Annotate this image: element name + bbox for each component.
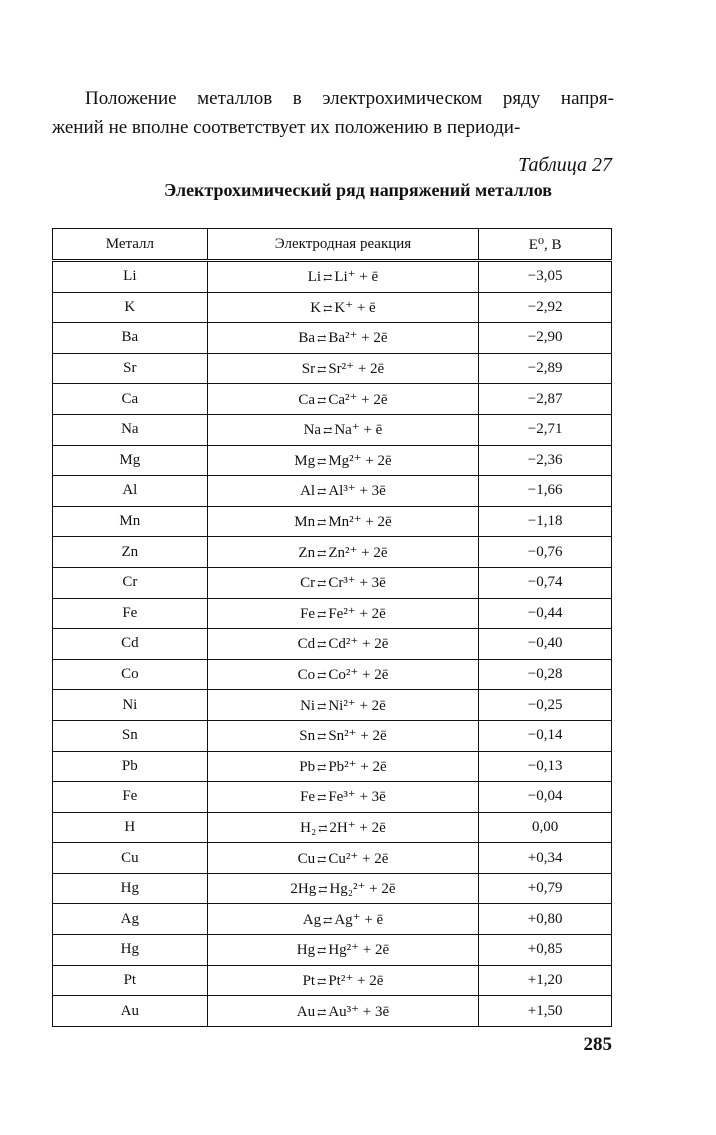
equilibrium-arrow-icon: ⇄ [317,547,327,560]
reaction-right: Na⁺ + ē [334,422,383,439]
equilibrium-arrow-icon: ⇄ [317,670,327,683]
reaction-right: Ni²⁺ + 2ē [328,697,386,714]
potential-cell: −2,71 [479,414,612,445]
reaction-cell [207,843,479,874]
reaction-left: Au [296,1003,316,1020]
table-row [53,782,612,813]
reaction-left: H₂ [300,819,317,836]
reaction-right: Al³⁺ + 3ē [328,483,386,500]
reaction-left: Zn [298,544,316,561]
reaction-left: 2Hg [290,881,317,898]
reaction-cell [207,751,479,782]
metal-cell: H [53,812,208,843]
reaction-left: Ni [300,697,316,714]
reaction-cell [207,690,479,721]
reaction-cell [207,445,479,476]
table-row [53,690,612,721]
reaction-left: Ca [298,391,316,408]
electrochemical-series-table [52,228,612,1027]
table-row [53,506,612,537]
potential-cell: −2,89 [479,353,612,384]
equilibrium-arrow-icon: ⇄ [323,914,333,927]
equilibrium-arrow-icon: ⇄ [317,364,327,377]
metal-cell: Al [53,476,208,507]
intro-paragraph [52,84,614,142]
reaction-right: Cd²⁺ + 2ē [328,636,389,653]
reaction-cell [207,292,479,323]
metal-cell: K [53,292,208,323]
potential-cell: −0,76 [479,537,612,568]
metal-cell: Sr [53,353,208,384]
reaction-left: Hg [296,942,316,959]
reaction-cell [207,904,479,935]
table-row [53,629,612,660]
table-row [53,476,612,507]
reaction-right: Co²⁺ + 2ē [328,667,389,684]
potential-cell: −1,18 [479,506,612,537]
table-row [53,445,612,476]
reaction-right: Ag⁺ + ē [334,911,384,928]
reaction-cell [207,476,479,507]
potential-cell: −0,44 [479,598,612,629]
reaction-cell [207,353,479,384]
metal-cell: Cu [53,843,208,874]
reaction-cell [207,720,479,751]
reaction-right: Sn²⁺ + 2ē [328,728,387,745]
potential-cell: +1,50 [479,996,612,1027]
equilibrium-arrow-icon: ⇄ [317,455,327,468]
potential-cell: −0,14 [479,720,612,751]
table-row [53,843,612,874]
reaction-right: Ca²⁺ + 2ē [328,391,388,408]
potential-cell: +0,34 [479,843,612,874]
reaction-right: 2H⁺ + 2ē [329,819,386,836]
table-row [53,904,612,935]
equilibrium-arrow-icon: ⇄ [317,731,327,744]
metal-cell: Na [53,414,208,445]
table-row [53,996,612,1027]
equilibrium-arrow-icon: ⇄ [317,975,327,988]
reaction-left: Fe [300,789,316,806]
metal-cell: Au [53,996,208,1027]
potential-cell: −3,05 [479,261,612,293]
potential-cell: −0,13 [479,751,612,782]
reaction-left: Ag [302,911,322,928]
reaction-cell [207,812,479,843]
table-row [53,537,612,568]
reaction-cell [207,996,479,1027]
table-row [53,384,612,415]
table-row [53,292,612,323]
reaction-cell [207,598,479,629]
reaction-cell [207,782,479,813]
page-number: 285 [583,1034,612,1055]
reaction-right: Mg²⁺ + 2ē [328,452,392,469]
potential-cell: +0,80 [479,904,612,935]
equilibrium-arrow-icon: ⇄ [323,302,333,315]
reaction-left: Cu [297,850,316,867]
reaction-left: Pt [302,972,316,989]
reaction-cell [207,935,479,966]
metal-cell: Hg [53,873,208,904]
potential-cell: −0,74 [479,567,612,598]
table-title: Электрохимический ряд напряжений металлов [164,180,552,200]
metal-cell: Pb [53,751,208,782]
reaction-left: Mg [294,452,316,469]
metal-cell: Li [53,261,208,293]
equilibrium-arrow-icon: ⇄ [317,394,327,407]
metal-cell: Fe [53,598,208,629]
equilibrium-arrow-icon: ⇄ [317,486,327,499]
equilibrium-arrow-icon: ⇄ [317,639,327,652]
reaction-cell [207,965,479,996]
equilibrium-arrow-icon: ⇄ [323,425,333,438]
metal-cell: Ca [53,384,208,415]
table-row [53,812,612,843]
potential-cell: +0,85 [479,935,612,966]
table-row [53,873,612,904]
reaction-left: Na [303,422,322,439]
metal-cell: Cr [53,567,208,598]
reaction-cell [207,537,479,568]
reaction-left: Mn [294,514,316,531]
intro-line-1: Положение металлов в электрохимическом ряду напря- [85,88,614,109]
reaction-left: Sn [299,728,316,745]
table-row [53,353,612,384]
table-header-row [53,229,612,261]
equilibrium-arrow-icon: ⇄ [317,945,327,958]
reaction-cell [207,659,479,690]
reaction-left: Fe [300,605,316,622]
equilibrium-arrow-icon: ⇄ [317,517,327,530]
potential-cell: −1,66 [479,476,612,507]
potential-cell: 0,00 [479,812,612,843]
table-row [53,935,612,966]
reaction-right: Li⁺ + ē [334,269,379,286]
equilibrium-arrow-icon: ⇄ [318,884,328,897]
reaction-right: Ba²⁺ + 2ē [328,330,388,347]
reaction-left: Ba [298,330,316,347]
reaction-left: Cd [297,636,316,653]
potential-cell: −2,36 [479,445,612,476]
equilibrium-arrow-icon: ⇄ [317,853,327,866]
reaction-right: Fe³⁺ + 3ē [328,789,386,806]
metal-cell: Cd [53,629,208,660]
table-row [53,659,612,690]
reaction-right: Cr³⁺ + 3ē [328,575,386,592]
equilibrium-arrow-icon: ⇄ [317,608,327,621]
table-number: Таблица 27 [518,154,612,176]
reaction-cell [207,567,479,598]
metal-cell: Ba [53,323,208,354]
metal-cell: Hg [53,935,208,966]
potential-cell: −2,87 [479,384,612,415]
reaction-cell [207,384,479,415]
reaction-cell [207,414,479,445]
reaction-cell [207,506,479,537]
metal-cell: Sn [53,720,208,751]
metal-cell: Pt [53,965,208,996]
table-row [53,720,612,751]
header-potential: E⁰, В [479,229,612,261]
table-row [53,414,612,445]
equilibrium-arrow-icon: ⇄ [317,761,327,774]
potential-cell: −0,28 [479,659,612,690]
reaction-right: Pt²⁺ + 2ē [328,972,384,989]
reaction-right: Hg²⁺ + 2ē [328,942,390,959]
reaction-left: Sr [301,361,316,378]
equilibrium-arrow-icon: ⇄ [317,792,327,805]
reaction-right: Hg₂²⁺ + 2ē [329,881,396,898]
table-row [53,598,612,629]
potential-cell: +1,20 [479,965,612,996]
metal-cell: Ni [53,690,208,721]
metal-cell: Zn [53,537,208,568]
reaction-cell [207,323,479,354]
reaction-left: Pb [299,758,316,775]
equilibrium-arrow-icon: ⇄ [318,822,328,835]
metal-cell: Fe [53,782,208,813]
reaction-left: K [310,299,322,316]
reaction-right: Zn²⁺ + 2ē [328,544,388,561]
potential-cell: −0,25 [479,690,612,721]
reaction-cell [207,629,479,660]
metal-cell: Mg [53,445,208,476]
reaction-right: Sr²⁺ + 2ē [328,361,385,378]
metal-cell: Co [53,659,208,690]
table-row [53,567,612,598]
equilibrium-arrow-icon: ⇄ [317,1006,327,1019]
metal-cell: Mn [53,506,208,537]
reaction-right: Pb²⁺ + 2ē [328,758,387,775]
table-row [53,261,612,293]
equilibrium-arrow-icon: ⇄ [323,272,333,285]
metal-cell: Ag [53,904,208,935]
reaction-left: Al [300,483,316,500]
equilibrium-arrow-icon: ⇄ [317,578,327,591]
reaction-left: Cr [300,575,316,592]
table-row [53,965,612,996]
intro-line-2: жений не вполне соответствует их положению в периоди- [52,117,521,138]
potential-cell: −2,90 [479,323,612,354]
potential-cell: −0,40 [479,629,612,660]
reaction-right: K⁺ + ē [334,299,376,316]
reaction-right: Au³⁺ + 3ē [328,1003,390,1020]
potential-cell: −2,92 [479,292,612,323]
header-reaction: Электродная реакция [207,229,479,261]
reaction-right: Fe²⁺ + 2ē [328,605,386,622]
table-row [53,751,612,782]
reaction-left: Li [307,269,322,286]
potential-cell: −0,04 [479,782,612,813]
equilibrium-arrow-icon: ⇄ [317,700,327,713]
reaction-cell [207,261,479,293]
reaction-cell [207,873,479,904]
equilibrium-arrow-icon: ⇄ [317,333,327,346]
table-row [53,323,612,354]
reaction-right: Cu²⁺ + 2ē [328,850,389,867]
header-metal: Металл [53,229,208,261]
reaction-right: Mn²⁺ + 2ē [328,514,392,531]
reaction-left: Co [297,667,316,684]
potential-cell: +0,79 [479,873,612,904]
